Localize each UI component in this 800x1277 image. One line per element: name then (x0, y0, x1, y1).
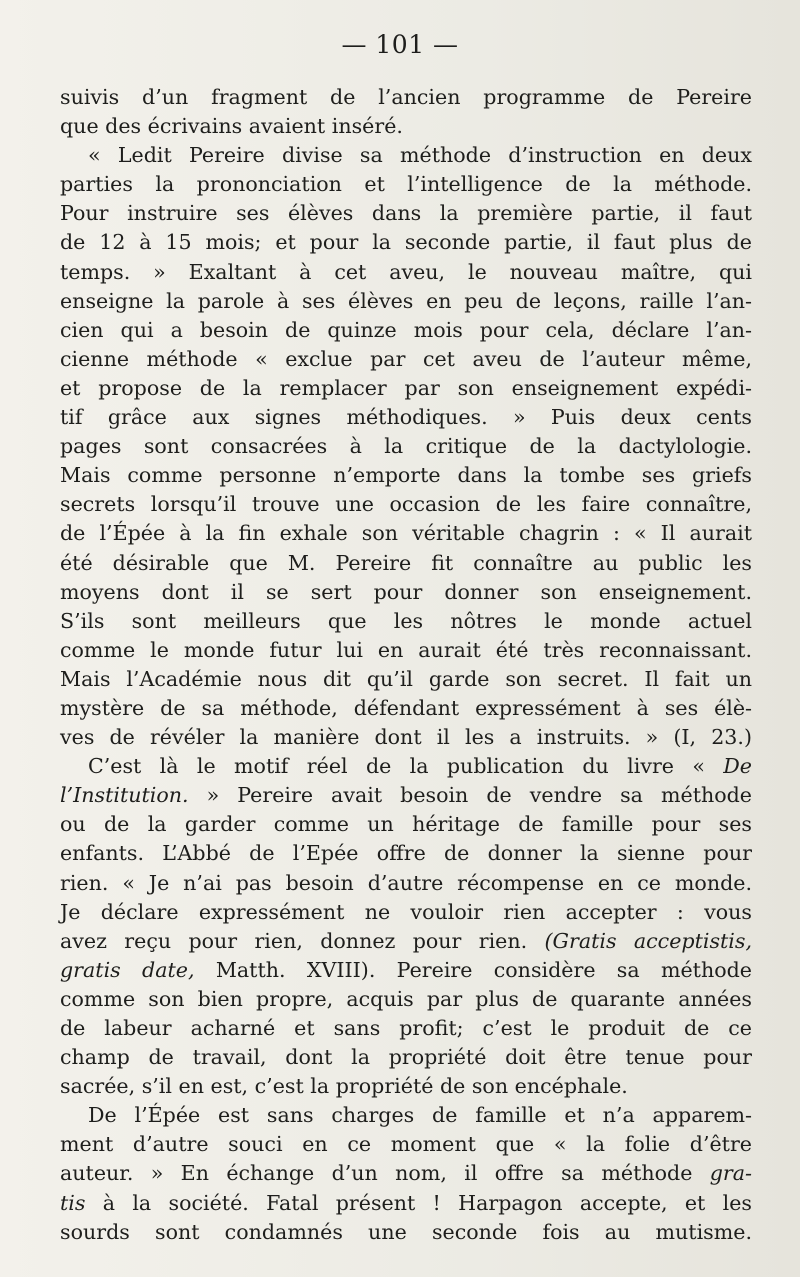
text-line: moyens dont il se sert pour donner son enseignement. (60, 579, 752, 604)
text-line: gratis date, Matth. XVIII). Pereire considère sa méthode (60, 957, 752, 982)
text-line: pages sont consacrées à la critique de la dactylologie. (60, 434, 752, 459)
text-line: comme le monde futur lui en aurait été très reconnaissant. (60, 637, 752, 662)
text-line: que des écrivains avaient inséré. (60, 114, 403, 139)
text-line: champ de travail, dont la propriété doit être tenue pour (60, 1045, 752, 1070)
text-line: tif grâce aux signes méthodiques. » Puis deux cents (60, 405, 752, 430)
text-line: ment d’autre souci en ce moment que « la folie d’être (60, 1132, 752, 1157)
text-line: de 12 à 15 mois; et pour la seconde partie, il faut plus de (60, 230, 752, 255)
text-line: Mais l’Académie nous dit qu’il garde son secret. Il fait un (60, 666, 752, 691)
text-line: de labeur acharné et sans profit; c’est le produit de ce (60, 1016, 752, 1040)
text-line: temps. » Exaltant à cet aveu, le nouveau maître, qui (60, 259, 752, 284)
text-line: et propose de la remplacer par son enseignement expédi- (60, 375, 752, 400)
text-line: comme son bien propre, acquis par plus de quarante années (60, 986, 752, 1011)
text-line: secrets lorsqu’il trouve une occasion de les faire connaître, (60, 492, 752, 517)
text-line: de l’Épée à la fin exhale son véritable chagrin : « Il aurait (60, 521, 752, 546)
text-line: rien. « Je n’ai pas besoin d’autre récompense en ce monde. (60, 870, 752, 895)
text-line: suivis d’un fragment de l’ancien programme de Pereire (60, 85, 752, 109)
text-line: été désirable que M. Pereire fit connaître au public les (60, 550, 752, 575)
text-line: S’ils sont meilleurs que les nôtres le monde actuel (60, 608, 752, 633)
text-line: l’Institution. » Pereire avait besoin de vendre sa méthode (60, 783, 752, 808)
text-line: ou de la garder comme un héritage de famille pour ses (60, 812, 752, 837)
text-line: auteur. » En échange d’un nom, il offre sa méthode gra- (60, 1161, 752, 1186)
text-line: Mais comme personne n’emporte dans la tombe ses griefs (60, 463, 752, 488)
text-line: Pour instruire ses élèves dans la première partie, il faut (60, 201, 752, 226)
text-line: avez reçu pour rien, donnez pour rien. (Gratis acceptistis, (60, 928, 752, 953)
text-line: « Ledit Pereire divise sa méthode d’instruction en deux (88, 143, 752, 168)
text-line: parties la prononciation et l’intelligence de la méthode. (60, 172, 752, 197)
text-line: Je déclare expressément ne vouloir rien accepter : vous (60, 899, 752, 924)
page-number: — 101 — (341, 30, 459, 59)
text-line: cien qui a besoin de quinze mois pour cela, déclare l’an- (60, 317, 752, 342)
text-line: sacrée, s’il en est, c’est la propriété de son encéphale. (60, 1074, 628, 1099)
text-line: cienne méthode « exclue par cet aveu de l’auteur même, (60, 346, 752, 371)
text-line: C’est là le motif réel de la publication du livre « De (88, 754, 752, 779)
text-line: tis à la société. Fatal présent ! Harpagon accepte, et les (60, 1190, 752, 1215)
body-text (60, 83, 752, 1247)
text-line: ves de révéler la manière dont il les a instruits. » (I, 23.) (60, 725, 752, 750)
text-line: enseigne la parole à ses élèves en peu de leçons, raille l’an- (60, 288, 752, 313)
text-line: mystère de sa méthode, défendant expressément à ses élè- (60, 695, 752, 720)
text-line: enfants. L’Abbé de l’Epée offre de donner la sienne pour (60, 841, 752, 866)
text-line: De l’Épée est sans charges de famille et n’a apparem- (88, 1103, 752, 1128)
text-line: sourds sont condamnés une seconde fois au mutisme. (60, 1219, 752, 1244)
